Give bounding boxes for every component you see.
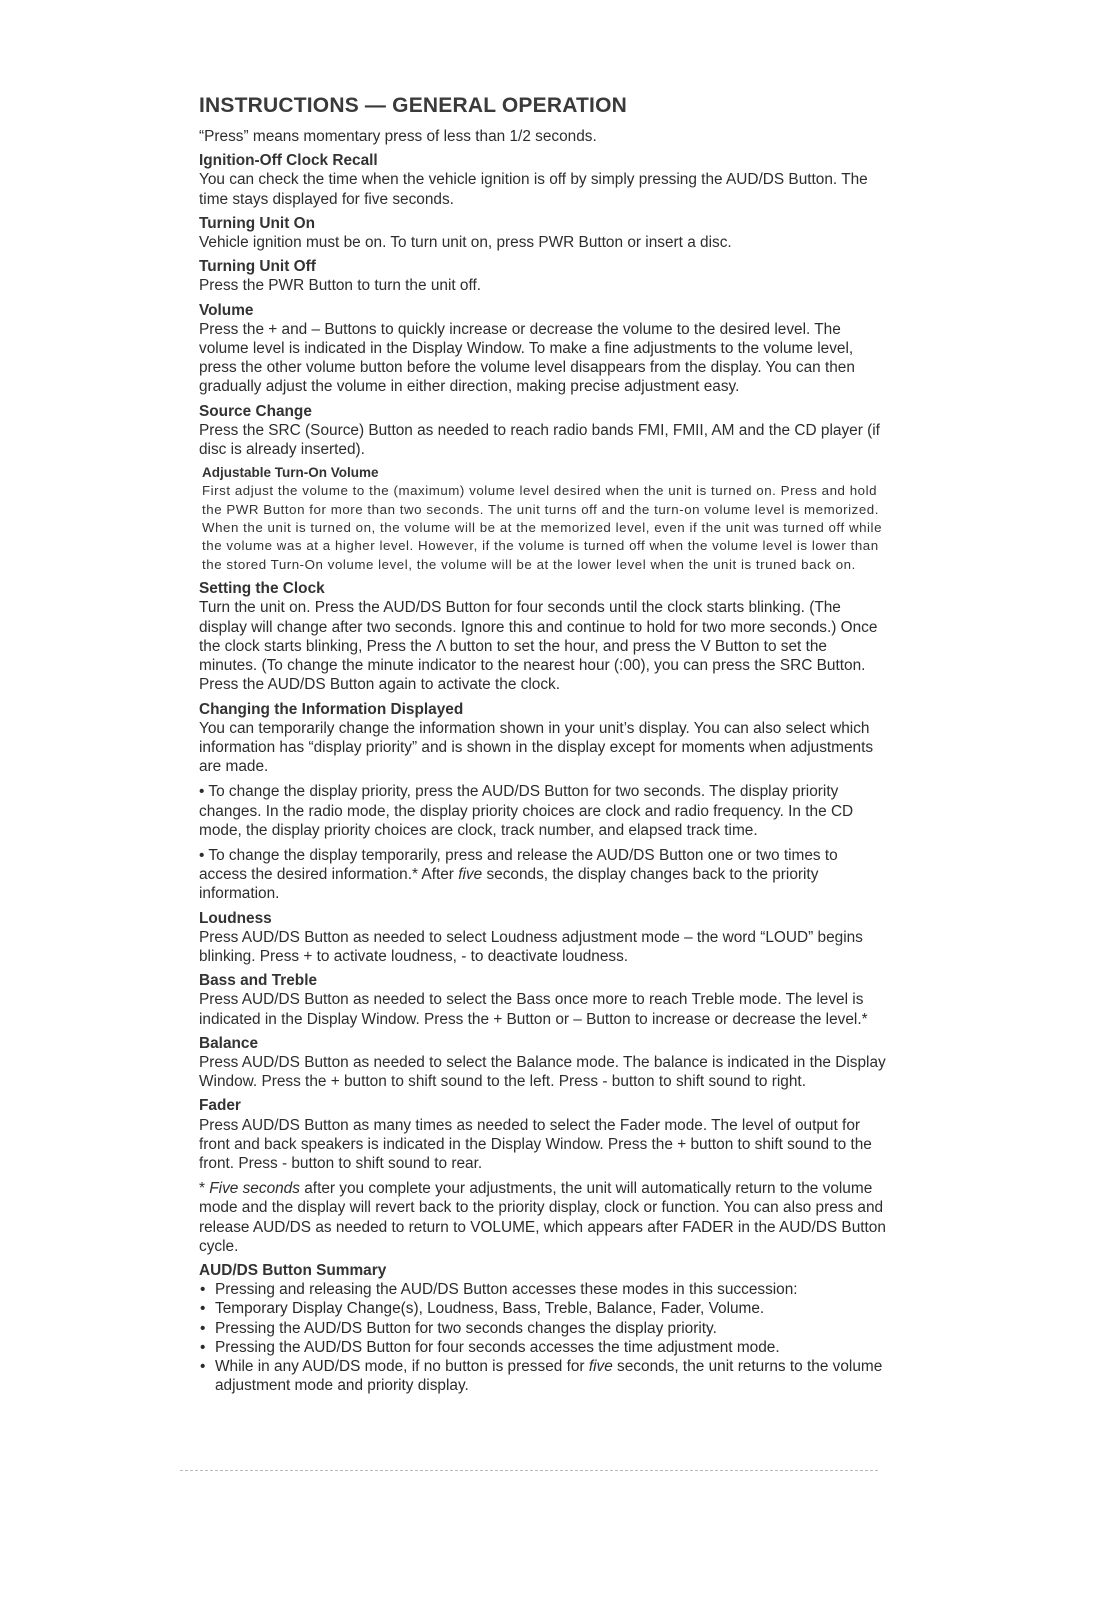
adjustable-text: First adjust the volume to the (maximum) volume level desired when the unit is turned on. Press and hold the PWR Button for more than two seconds. The unit turns off and the turn-on volume level is memorized. When the unit is turned on, the volume will be at the memorized level, even if the unit was turned off while the volume was at a higher level. However, if the volume is turned off when the volume level is lower than the stored Turn-On volume level, the volume will be at the lower level when the unit is truned back on.: [202, 483, 883, 572]
info-bullet-temporary: • To change the display temporarily, press and release the AUD/DS Button one or two times to access the desired information.* After five seconds, the display changes back to the priority information.: [199, 846, 838, 903]
list-item: • Pressing the AUD/DS Button for four seconds accesses the time adjustment mode.: [200, 1338, 780, 1356]
list-item: • Pressing and releasing the AUD/DS Button accesses these modes in this succession:: [200, 1281, 798, 1299]
info-bullet-priority: • To change the display priority, press the AUD/DS Button for two seconds. The display priority changes. In the radio mode, the display priority choices are clock and radio frequency. In the CD mode, the display priority choices are clock, track number, and elapsed track time.: [199, 783, 854, 839]
turn-on-text: Vehicle ignition must be on. To turn unit on, press PWR Button or insert a disc.: [199, 234, 732, 252]
clock-heading: Setting the Clock: [199, 580, 325, 598]
balance-text: Press AUD/DS Button as needed to select the Balance mode. The balance is indicated in the Display Window. Press the + button to shift sound to the left. Press - button to shift sound to right.: [199, 1053, 886, 1091]
loudness-text: Press AUD/DS Button as needed to select Loudness adjustment mode – the word “LOUD” begins blinking. Press + to activate loudness, - to deactivate loudness.: [199, 928, 863, 965]
source-text: Press the SRC (Source) Button as needed to reach radio bands FMI, FMII, AM and the CD player (if disc is already inserted).: [199, 421, 880, 459]
footnote: * Five seconds after you complete your adjustments, the unit will automatically return to the volume mode and the display will revert back to the priority display, clock or function. You can also press and release AUD/DS as needed to return to VOLUME, which appears after FADER in the AUD/DS Button cycle.: [199, 1180, 886, 1255]
ignition-text: You can check the time when the vehicle ignition is off by simply pressing the AUD/DS Button. The time stays displayed for five seconds.: [199, 171, 868, 208]
bottom-divider: [180, 1470, 878, 1471]
bass-text: Press AUD/DS Button as needed to select the Bass once more to reach Treble mode. The level is indicated in the Display Window. Press the + Button or – Button to increase or decrease the level.*: [199, 991, 868, 1028]
fader-heading: Fader: [199, 1097, 241, 1115]
bass-heading: Bass and Treble: [199, 972, 318, 990]
info-heading: Changing the Information Displayed: [199, 700, 464, 718]
page-title: INSTRUCTIONS — GENERAL OPERATION: [199, 94, 627, 117]
adjustable-heading: Adjustable Turn-On Volume: [202, 465, 379, 481]
list-item: • Pressing the AUD/DS Button for two seconds changes the display priority.: [200, 1319, 717, 1337]
volume-heading: Volume: [199, 301, 254, 319]
summary-list: [199, 1280, 889, 1395]
ignition-heading: Ignition-Off Clock Recall: [199, 152, 378, 170]
info-text: You can temporarily change the information shown in your unit’s display. You can also select which information has “display priority” and is shown in the display except for moments when adjustments are made.: [199, 719, 874, 776]
turn-off-text: Press the PWR Button to turn the unit off.: [199, 277, 482, 295]
bullet-glyph: •: [199, 783, 205, 801]
turn-off-heading: Turning Unit Off: [199, 258, 316, 276]
volume-text: Press the + and – Buttons to quickly increase or decrease the volume to the desired level. The volume level is indicated in the Display Window. To make a fine adjustments to the volume level, press the other volume button before the volume level disappears from the display. You can then gradually adjust the volume in either direction, making precise adjustment easy.: [199, 320, 855, 396]
intro-text: “Press” means momentary press of less than 1/2 seconds.: [199, 128, 597, 145]
clock-text: Turn the unit on. Press the AUD/DS Button for four seconds until the clock starts blinking. (The display will change after two seconds. Ignore this and continue to hold for two more seconds.) Once the clock starts blinking, Press the Λ button to set the hour, and press the V Button to set the minutes. (To change the minute indicator to the nearest hour (:00), you can press the SRC Button. Press the AUD/DS Button again to activate the clock.: [199, 599, 878, 694]
instructions-content: [199, 93, 889, 1395]
list-item: • Temporary Display Change(s), Loudness, Bass, Treble, Balance, Fader, Volume.: [200, 1300, 765, 1318]
summary-heading: AUD/DS Button Summary: [199, 1261, 387, 1279]
bullet-glyph: •: [199, 846, 205, 864]
source-heading: Source Change: [199, 402, 312, 420]
list-item: • While in any AUD/DS mode, if no button is pressed for five seconds, the unit returns to the volume adjustment mode and priority display.: [200, 1358, 883, 1395]
loudness-heading: Loudness: [199, 909, 272, 927]
turn-on-heading: Turning Unit On: [199, 214, 315, 232]
balance-heading: Balance: [199, 1034, 259, 1052]
fader-text: Press AUD/DS Button as many times as needed to select the Fader mode. The level of output for front and back speakers is indicated in the Display Window. Press the + button to shift sound to the front. Press - button to shift sound to rear.: [199, 1116, 872, 1172]
